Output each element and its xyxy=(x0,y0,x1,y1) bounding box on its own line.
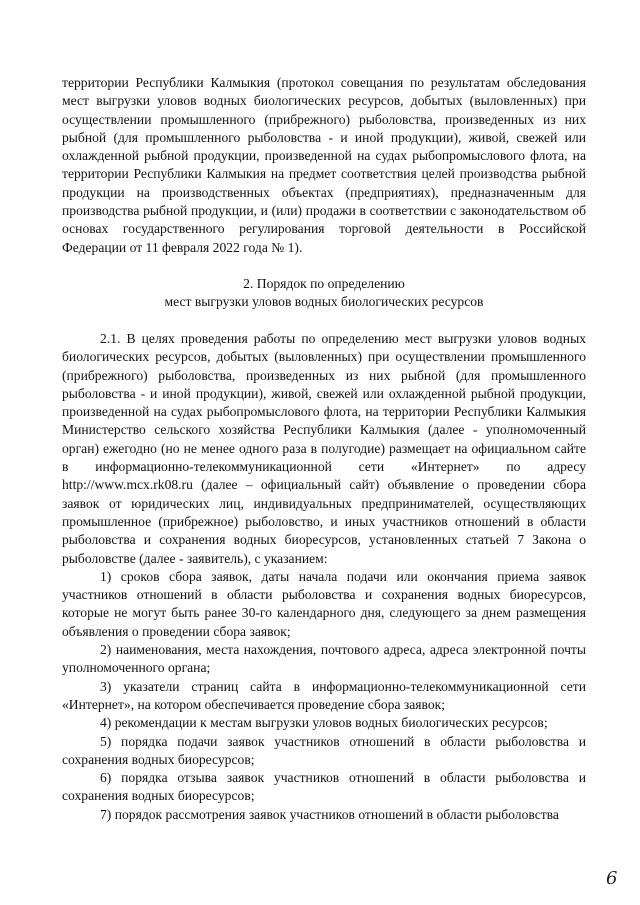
intro-paragraph: территории Республики Калмыкия (протокол совещания по результатам обследования мест выгрузки уловов водных биологических ресурсов, добытых (выловленных) при осуществлении промышленного (прибрежного) рыболовства, произведенных из них рыбной (для промышленного рыболовства - и иной продукции), живой, свежей или охлажденной рыбной продукции, произведенной на судах рыбопромыслового флота, на территории Республики Калмыкия на предмет соответствия целей производства рыбной продукции на производственных объектах (предприятиях), предназначенным для производства рыбной продукции, и (или) продажи в соответствии с законодательством об основах государственного регулирования торговой деятельности в Российской Федерации от 11 февраля 2022 года № 1). xyxy=(62,75,586,255)
list-item-1: 1) сроков сбора заявок, даты начала подачи или окончания приема заявок участников отношений в области рыболовства и сохранения водных биоресурсов, которые не могут быть ранее 30-го календарного дня, следующего за днем размещения объявления о проведении сбора заявок; xyxy=(62,568,586,639)
section-heading-line-1: 2. Порядок по определению xyxy=(243,276,405,291)
section-heading xyxy=(62,275,586,312)
list-item-6: 6) порядка отзыва заявок участников отношений в области рыболовства и сохранения водных биоресурсов; xyxy=(62,770,586,804)
section-heading-line-2: мест выгрузки уловов водных биологических ресурсов xyxy=(164,294,484,310)
list-item-3: 3) указатели страниц сайта в информационно-телекоммуникационной сети «Интернет», на котором обеспечивается проведение сбора заявок; xyxy=(62,678,586,712)
list-item-2: 2) наименования, места нахождения, почтового адреса, адреса электронной почты уполномоченного органа; xyxy=(62,642,586,676)
intro-text-block xyxy=(62,74,586,257)
section-body xyxy=(62,330,586,824)
list-item-5: 5) порядка подачи заявок участников отношений в области рыболовства и сохранения водных биоресурсов; xyxy=(62,733,586,767)
list-item-7: 7) порядок рассмотрения заявок участников отношений в области рыболовства xyxy=(100,806,559,822)
paragraph-2-1: 2.1. В целях проведения работы по определению мест выгрузки уловов водных биологических ресурсов, добытых (выловленных) при осуществлении промышленного (прибрежного) рыболовства, произведенных из них рыбной (для промышленного рыболовства - и иной продукции), живой, свежей или охлажденной рыбной продукции, произведенной на судах рыбопромыслового флота, на территории Республики Калмыкия Министерство сельского хозяйства Республики Калмыкия (далее - уполномоченный орган) ежегодно (но не менее одного раза в полугодие) размещает на официальном сайте в информационно-телекоммуникационной сети «Интернет» по адресу http://www.mcx.rk08.ru (далее – официальный сайт) объявление о проведении сбора заявок от юридических лиц, индивидуальных предпринимателей, осуществляющих промышленное (прибрежное) рыболовство, и иных участников отношений в области рыболовства и сохранения водных биоресурсов, установленных статьей 7 Закона о рыболовстве (далее - заявитель), с указанием: xyxy=(62,331,586,566)
list-item-4: 4) рекомендации к местам выгрузки уловов водных биологических ресурсов; xyxy=(100,715,548,731)
page-number: 6 xyxy=(606,868,618,889)
